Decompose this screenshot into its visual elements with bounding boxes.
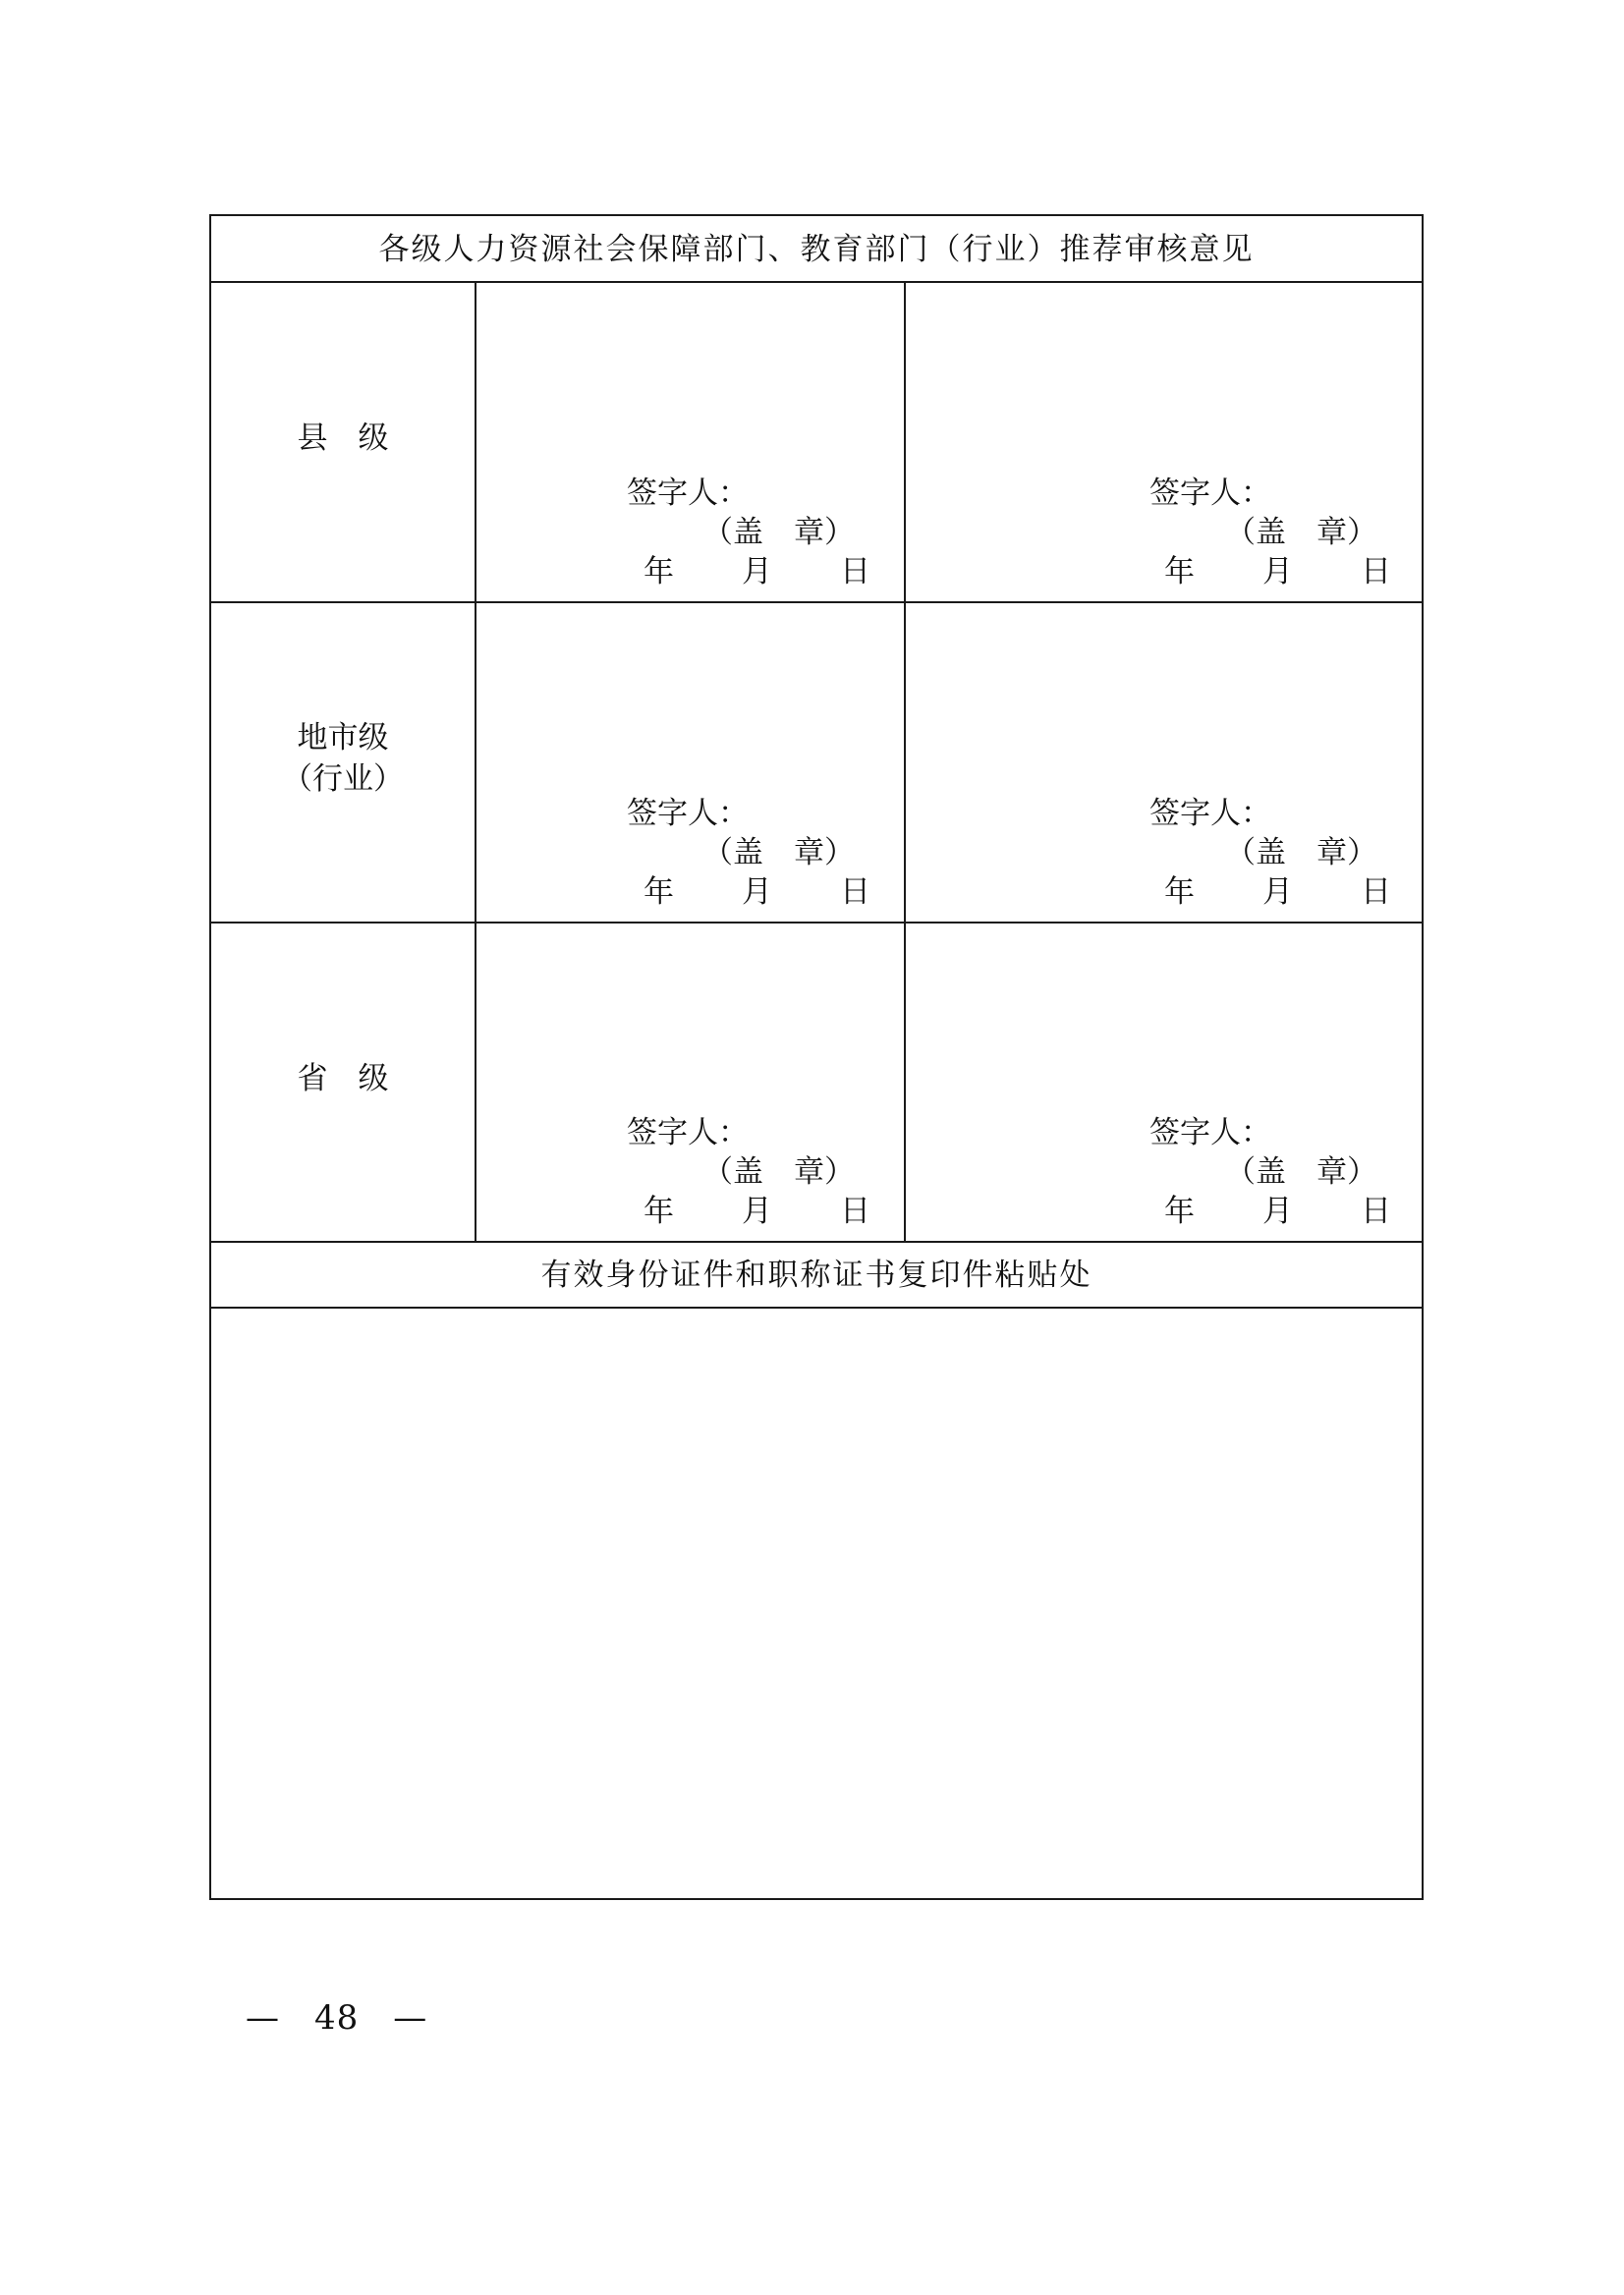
level-label-province: 省 级: [297, 1061, 389, 1096]
date-year-label: 年: [1164, 554, 1195, 589]
seal-label: （盖 章）: [1225, 835, 1377, 870]
seal-label: （盖 章）: [702, 835, 855, 870]
date-day-label: 日: [1361, 874, 1391, 910]
date-day-label: 日: [1361, 554, 1391, 589]
signer-label: 签字人：: [627, 476, 749, 511]
signer-label: 签字人：: [1149, 476, 1271, 511]
date-month-label: 月: [742, 1194, 772, 1229]
seal-label: （盖 章）: [1225, 1154, 1377, 1190]
level-label-county: 县 级: [297, 420, 389, 456]
signer-label: 签字人：: [1149, 796, 1271, 831]
attachment-title: 有效身份证件和职称证书复印件粘贴处: [540, 1258, 1092, 1293]
column-divider-right: [904, 281, 906, 1241]
date-year-label: 年: [1164, 1194, 1195, 1229]
date-day-label: 日: [840, 874, 870, 910]
date-year-label: 年: [644, 1194, 674, 1229]
signer-label: 签字人：: [627, 1115, 749, 1150]
date-year-label: 年: [644, 554, 674, 589]
date-month-label: 月: [1262, 874, 1293, 910]
date-month-label: 月: [742, 554, 772, 589]
level-label-prefecture-sub: （行业）: [282, 761, 404, 797]
date-month-label: 月: [1262, 554, 1293, 589]
date-month-label: 月: [742, 874, 772, 910]
seal-label: （盖 章）: [702, 1154, 855, 1190]
row-divider: [211, 281, 1422, 283]
date-day-label: 日: [840, 554, 870, 589]
row-divider: [211, 1241, 1422, 1243]
form-header-title: 各级人力资源社会保障部门、教育部门（行业）推荐审核意见: [378, 232, 1255, 267]
date-month-label: 月: [1262, 1194, 1293, 1229]
date-day-label: 日: [1361, 1194, 1391, 1229]
signer-label: 签字人：: [627, 796, 749, 831]
signer-label: 签字人：: [1149, 1115, 1271, 1150]
attachment-paste-area: [211, 1309, 1422, 1898]
date-year-label: 年: [644, 874, 674, 910]
review-opinion-form: [209, 214, 1424, 1900]
level-label-prefecture: 地市级: [297, 720, 389, 756]
seal-label: （盖 章）: [1225, 515, 1377, 550]
date-year-label: 年: [1164, 874, 1195, 910]
row-divider: [211, 601, 1422, 603]
date-day-label: 日: [840, 1194, 870, 1229]
page-number: — 48 —: [246, 1998, 428, 2038]
row-divider: [211, 922, 1422, 924]
column-divider-left: [475, 281, 476, 1241]
seal-label: （盖 章）: [702, 515, 855, 550]
